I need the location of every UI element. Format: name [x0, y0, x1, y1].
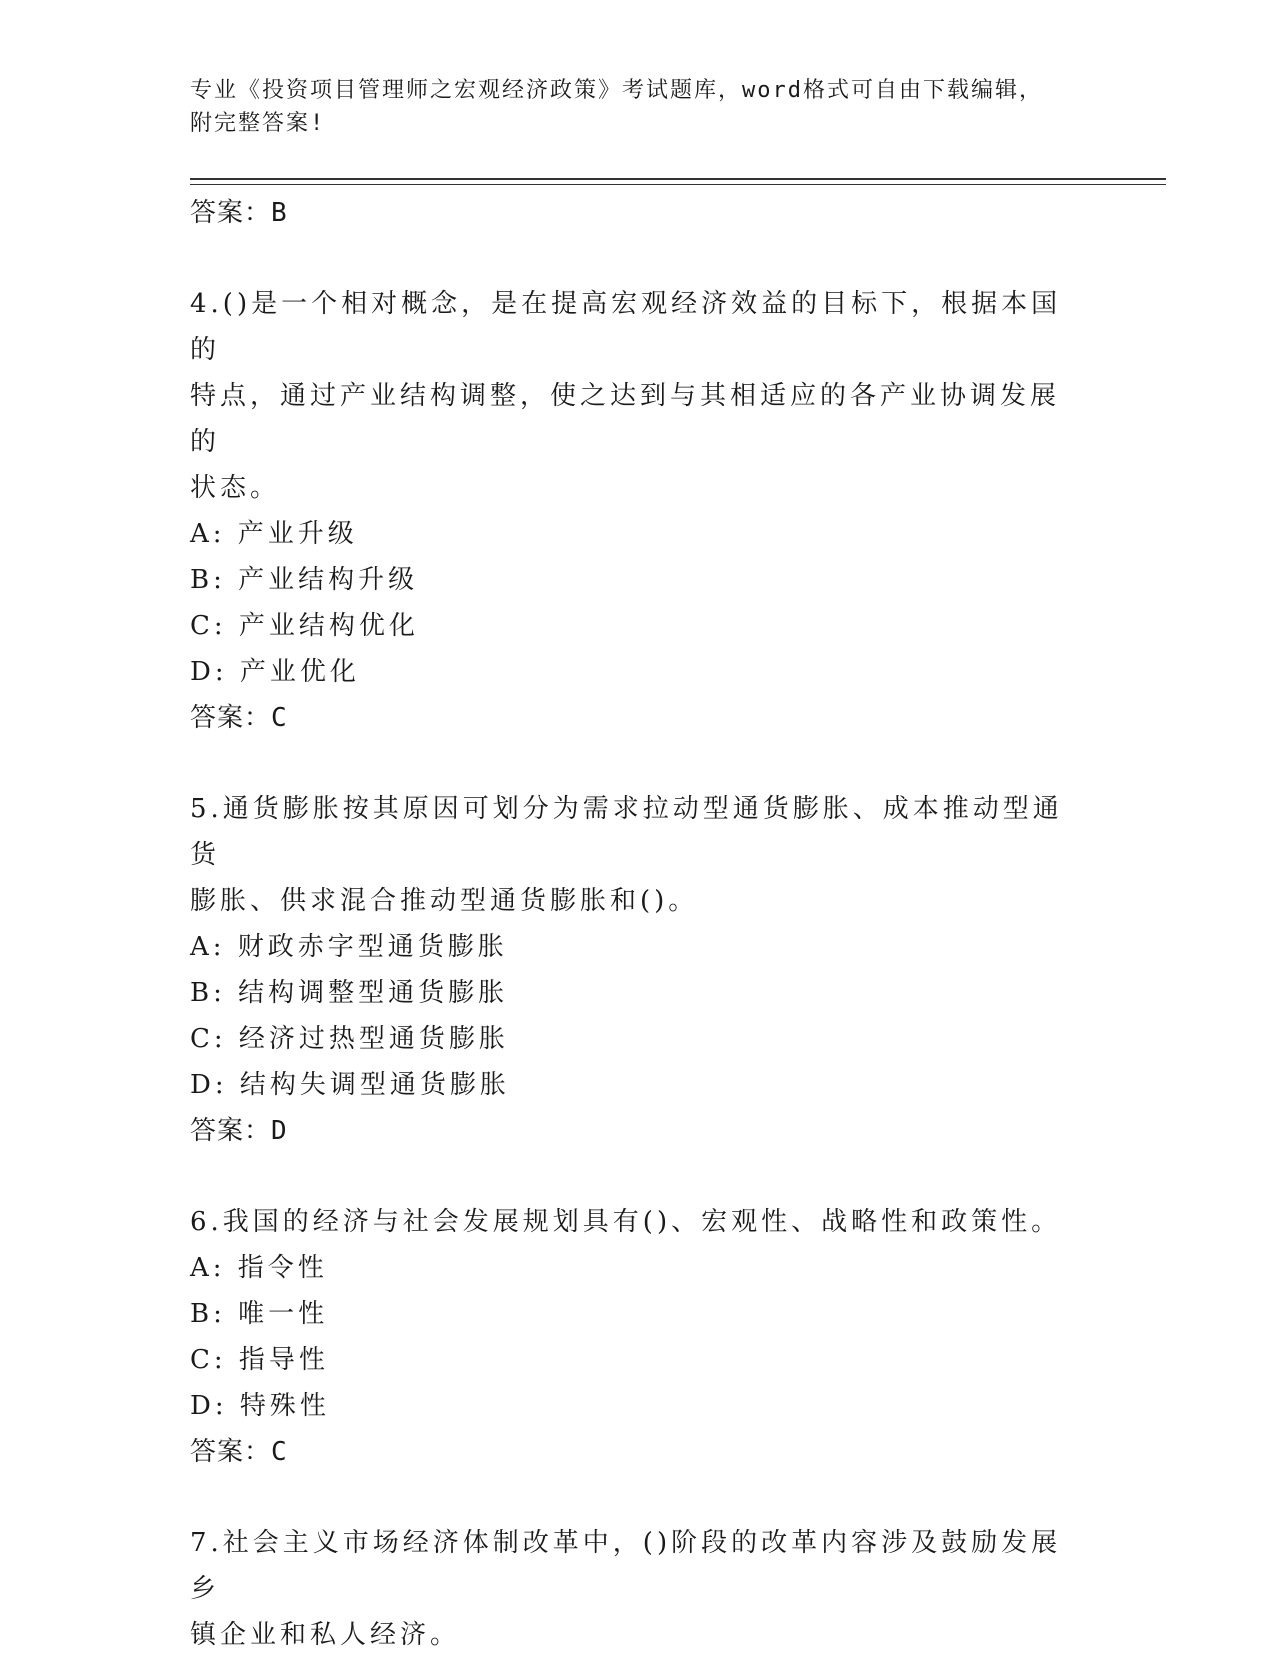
answer-line: 答案：D [190, 1116, 288, 1146]
answer-line: 答案：B [190, 198, 288, 228]
option-c: C: 经济过热型通货膨胀 [190, 1024, 509, 1054]
question-5 [190, 786, 1070, 1154]
option-a: A: 产业升级 [190, 519, 358, 549]
question-line: 4.()是一个相对概念，是在提高宏观经济效益的目标下，根据本国的 [190, 289, 1062, 365]
question-line: 膨胀、供求混合推动型通货膨胀和()。 [190, 886, 699, 916]
answer-line: 答案：C [190, 703, 288, 733]
header-divider [190, 178, 1166, 185]
question-4 [190, 281, 1070, 741]
question-line: 镇企业和私人经济。 [190, 1620, 461, 1650]
option-d: D: 结构失调型通货膨胀 [190, 1070, 510, 1100]
document-header [190, 74, 1070, 140]
answer-line: 答案：C [190, 1437, 288, 1467]
option-a: A: 指令性 [190, 1253, 328, 1283]
option-d: D: 特殊性 [190, 1391, 330, 1421]
question-line: 7.社会主义市场经济体制改革中，()阶段的改革内容涉及鼓励发展乡 [190, 1528, 1062, 1604]
option-b: B: 结构调整型通货膨胀 [190, 978, 509, 1008]
option-c: C: 产业结构优化 [190, 611, 419, 641]
question-6 [190, 1199, 1070, 1475]
question-line: 特点，通过产业结构调整，使之达到与其相适应的各产业协调发展的 [190, 381, 1061, 457]
header-line-2: 附完整答案! [190, 111, 326, 136]
question-line: 状态。 [190, 473, 281, 503]
option-c: C: 指导性 [190, 1345, 329, 1375]
question-7 [190, 1520, 1070, 1658]
question-line: 6.我国的经济与社会发展规划具有()、宏观性、战略性和政策性。 [190, 1207, 1062, 1237]
header-line-1: 专业《投资项目管理师之宏观经济政策》考试题库，word格式可自由下载编辑， [190, 78, 1043, 103]
option-a: A: 财政赤字型通货膨胀 [190, 932, 508, 962]
question-line: 5.通货膨胀按其原因可划分为需求拉动型通货膨胀、成本推动型通货 [190, 794, 1063, 870]
option-d: D: 产业优化 [190, 657, 360, 687]
option-b: B: 唯一性 [190, 1299, 329, 1329]
option-b: B: 产业结构升级 [190, 565, 419, 595]
question-list [190, 190, 1070, 1658]
